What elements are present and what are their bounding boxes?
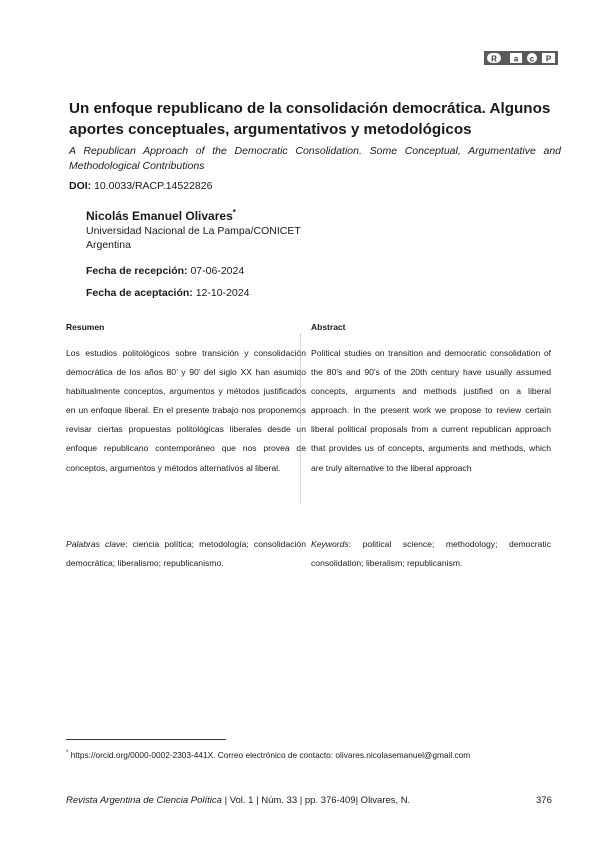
author-name	[86, 205, 506, 224]
footnote-rule	[66, 739, 226, 740]
journal-name: Revista Argentina de Ciencia Política	[66, 795, 222, 806]
doi	[69, 180, 212, 192]
footnote-text[interactable]: https://orcid.org/0000-0002-2303-441X. Correo electrónico de contacto: olivares.nicolasemanuel@gmail.com	[68, 749, 471, 760]
abstract-text: Political studies on transition and democratic consolidation of the 80's and 90's of the 20th century have usually assumed concepts, arguments and methods justified on a liberal approach. In the present work we propose to review certain liberal political proposals from a current republican approach that provides us of concepts, arguments and methods, which are truly alternative to the liberal approach	[311, 348, 551, 473]
issue-details: | Vol. 1 | Núm. 33 | pp. 376-409| Olivares, N.	[221, 795, 411, 806]
journal-logo	[484, 51, 558, 65]
author-country: Argentina	[86, 239, 131, 251]
page-footer	[66, 795, 410, 806]
footnote	[66, 747, 546, 761]
article-title: Un enfoque republicano de la consolidación democrática. Algunos aportes conceptuales, argumentativos y metodológicos	[69, 100, 551, 138]
svg-text:R: R	[491, 54, 497, 64]
resumen-text: Los estudios politológicos sobre transición y consolidación democrática de los años 80’ y 90’ del siglo XX han asumido habitualmente conceptos, argumentos y métodos justificados en un enfoque liberal. En el presente trabajo nos proponemos revisar ciertas propuestas politológicas liberales desde un enfoque republicano contemporáneo que nos provea de conceptos, argumentos y métodos alternativos al liberal.	[66, 348, 306, 473]
page-number: 376	[536, 795, 552, 806]
article-title-english: A Republican Approach of the Democratic Consolidation. Some Conceptual, Argumentative and Methodological Contributions	[69, 145, 561, 172]
palabras-clave	[66, 535, 306, 573]
author-affiliation: Universidad Nacional de La Pampa/CONICET	[86, 225, 301, 237]
keywords	[311, 535, 551, 573]
acceptance-date-label: Fecha de aceptación:	[86, 287, 193, 299]
palabras-clave-label: Palabras clave	[66, 539, 126, 549]
reception-date-label: Fecha de recepción:	[86, 265, 188, 277]
footnote-mark: *	[66, 750, 69, 756]
doi-label: DOI:	[69, 180, 92, 192]
author-footnote-mark[interactable]: *	[232, 208, 236, 217]
reception-date	[86, 265, 244, 277]
doi-value[interactable]: 10.0033/RACP.14522826	[91, 180, 213, 192]
acceptance-date	[86, 287, 249, 299]
author-block	[86, 205, 506, 252]
svg-text:P: P	[545, 54, 552, 64]
abstract-heading: Abstract	[311, 322, 346, 332]
column-divider	[300, 334, 301, 504]
palabras-clave-values: : ciencia política; metodología; consolidación democrática; liberalismo; republicanismo.	[66, 539, 306, 569]
reception-date-value: 07-06-2024	[187, 265, 245, 277]
resumen-heading: Resumen	[66, 322, 105, 332]
author-name-text: Nicolás Emanuel Olivares	[86, 209, 233, 223]
keywords-values: : political science; methodology; democratic consolidation; liberalism; republicanism.	[311, 539, 551, 569]
svg-text:c: c	[529, 54, 535, 64]
acceptance-date-value: 12-10-2024	[192, 287, 250, 299]
svg-text:a: a	[513, 54, 519, 64]
keywords-label: Keywords	[311, 539, 349, 549]
